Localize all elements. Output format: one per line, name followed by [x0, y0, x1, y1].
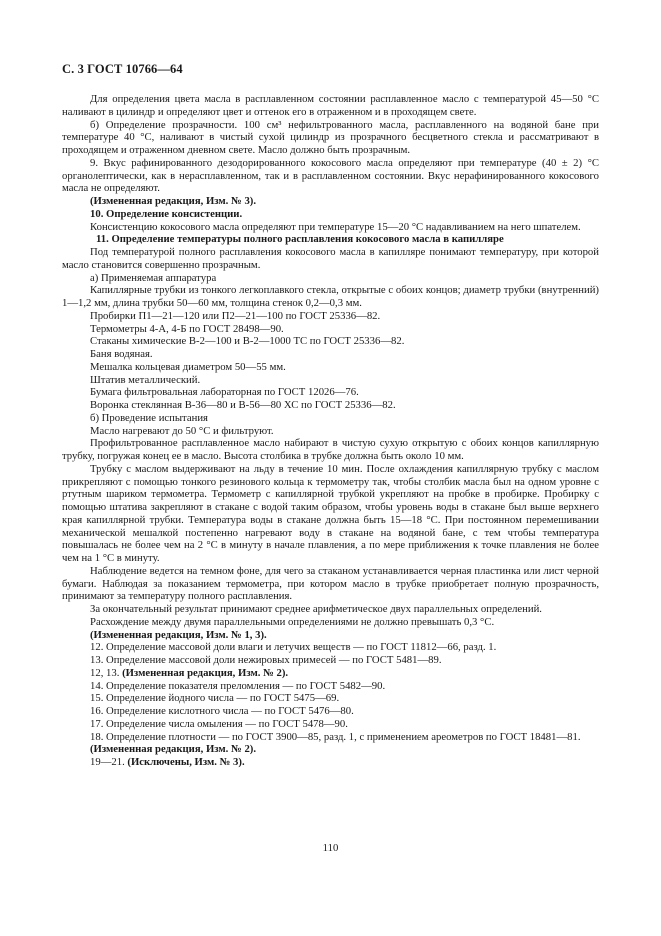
- paragraph: а) Применяемая аппаратура: [90, 271, 217, 284]
- paragraph: Пробирки П1—21—120 или П2—21—100 по ГОСТ 25336—82.: [90, 309, 381, 322]
- paragraph: 15. Определение йодного числа — по ГОСТ 5475—69.: [90, 692, 340, 705]
- paragraph-bold-text: (Измененная редакция, Изм. № 2).: [122, 666, 289, 679]
- paragraph: 11. Определение температуры полного расплавления кокосового масла в капилляре: [96, 233, 504, 246]
- paragraph: 14. Определение показателя преломления — по ГОСТ 5482—90.: [90, 679, 386, 692]
- paragraph: 9. Вкус рафинированного дезодорированного кокосового масла определяют при температуре (40 ± 2) °С органолептически, как в нерасплавленном, так и в расплавленном состоянии. Вкус нерафинированного кокосового масла не определяют.: [62, 156, 599, 195]
- document-body: [62, 93, 599, 769]
- paragraph: Штатив металлический.: [90, 373, 201, 386]
- paragraph: Под температурой полного расплавления кокосового масла в капилляре понимают температуру, при которой масло становится совершенно прозрачным.: [62, 246, 599, 271]
- paragraph-lead: 19—21.: [90, 756, 128, 768]
- paragraph: (Измененная редакция, Изм. № 2).: [90, 743, 257, 756]
- paragraph: Бумага фильтровальная лабораторная по ГОСТ 12026—76.: [90, 386, 359, 399]
- paragraph: [62, 667, 599, 680]
- paragraph: Стаканы химические В-2—100 и В-2—1000 ТС по ГОСТ 25336—82.: [90, 335, 405, 348]
- paragraph: Воронка стеклянная В-36—80 и В-56—80 ХС по ГОСТ 25336—82.: [90, 399, 396, 411]
- paragraph: 10. Определение консистенции.: [90, 207, 243, 220]
- paragraph: Консистенцию кокосового масла определяют при температуре 15—20 °С надавливанием на него шпателем.: [90, 220, 581, 233]
- paragraph: Масло нагревают до 50 °С и фильтруют.: [90, 424, 274, 437]
- paragraph: Баня водяная.: [90, 348, 153, 360]
- paragraph: 16. Определение кислотного числа — по ГОСТ 5476—80.: [90, 705, 354, 717]
- paragraph: За окончательный результат принимают среднее арифметическое двух параллельных определений.: [90, 603, 542, 615]
- paragraph: 12. Определение массовой доли влаги и летучих веществ — по ГОСТ 11812—66, разд. 1.: [90, 641, 497, 654]
- paragraph: Профильтрованное расплавленное масло набирают в чистую сухую открытую с обоих концов капиллярную трубку, погружая конец ее в масло. Высота столбика в трубке должна быть около 10 мм.: [62, 437, 599, 462]
- paragraph-bold-text: (Исключены, Изм. № 3).: [127, 756, 245, 768]
- paragraph: 13. Определение массовой доли нежировых примесей — по ГОСТ 5481—89.: [90, 654, 442, 666]
- paragraph: 17. Определение числа омыления — по ГОСТ 5478—90.: [90, 717, 348, 730]
- paragraph: Для определения цвета масла в расплавленном состоянии расплавленное масло с температурой 45—50 °С наливают в цилиндр и определяют цвет и оттенок его в отраженном и в проходящем свете.: [62, 93, 599, 118]
- paragraph: (Измененная редакция, Изм. № 3).: [90, 195, 257, 207]
- paragraph: Мешалка кольцевая диаметром 50—55 мм.: [90, 360, 286, 373]
- paragraph: [62, 756, 599, 769]
- page-header: С. 3 ГОСТ 10766—64: [62, 62, 183, 76]
- paragraph: 18. Определение плотности — по ГОСТ 3900—85, разд. 1, с применением ареометров по ГОСТ 18481—81.: [90, 730, 581, 743]
- paragraph: Расхождение между двумя параллельными определениями не должно превышать 0,3 °С.: [90, 615, 495, 628]
- paragraph: б) Проведение испытания: [90, 411, 208, 424]
- paragraph-lead: 12, 13.: [90, 666, 123, 679]
- paragraph: (Измененная редакция, Изм. № 1, 3).: [90, 628, 267, 641]
- paragraph: Термометры 4-А, 4-Б по ГОСТ 28498—90.: [90, 322, 284, 335]
- paragraph: Капиллярные трубки из тонкого легкоплавкого стекла, открытые с обоих концов; диаметр трубки (внутренний) 1—1,2 мм, длина трубки 50—60 мм, толщина стенок 0,2—0,3 мм.: [62, 284, 599, 309]
- page-number: 110: [322, 842, 339, 854]
- paragraph: Наблюдение ведется на темном фоне, для чего за стаканом устанавливается черная пластинка или лист черной бумаги. Наблюдая за показанием термометра, при котором масло в трубке приобретает полную прозрачность, принимают за температуру полного расплавления.: [62, 564, 599, 603]
- paragraph: б) Определение прозрачности. 100 см³ нефильтрованного масла, расплавленного на водяной бане при температуре 40 °С, наливают в чистый сухой цилиндр из прозрачного бесцветного стекла и рассматривают в проходящем и отраженном дневном свете. Масло должно быть прозрачным.: [62, 118, 599, 156]
- paragraph: Трубку с маслом выдерживают на льду в течение 10 мин. После охлаждения капиллярную трубку с маслом прикрепляют с помощью тонкого резинового кольца к термометру так, чтобы столбик масла был на одном уровне с ртутным шариком термометра. Термометр с капиллярной трубкой укрепляют на пробке в пробирке. Пробирку с помощью штатива закрепляют в стакане с водой таким образом, чтобы уровень воды в стакане был выше верхнего края капиллярной трубки. Температура воды в стакане должна быть 15—18 °С. При постоянном перемешивании механической мешалкой постепенно нагревают воду в стакане на водяной бане, с тем чтобы температура повышалась не более чем на 2 °С в минуту в начале плавления, а по мере приближения к точке плавления не более чем на 1 °С в минуту.: [62, 462, 599, 564]
